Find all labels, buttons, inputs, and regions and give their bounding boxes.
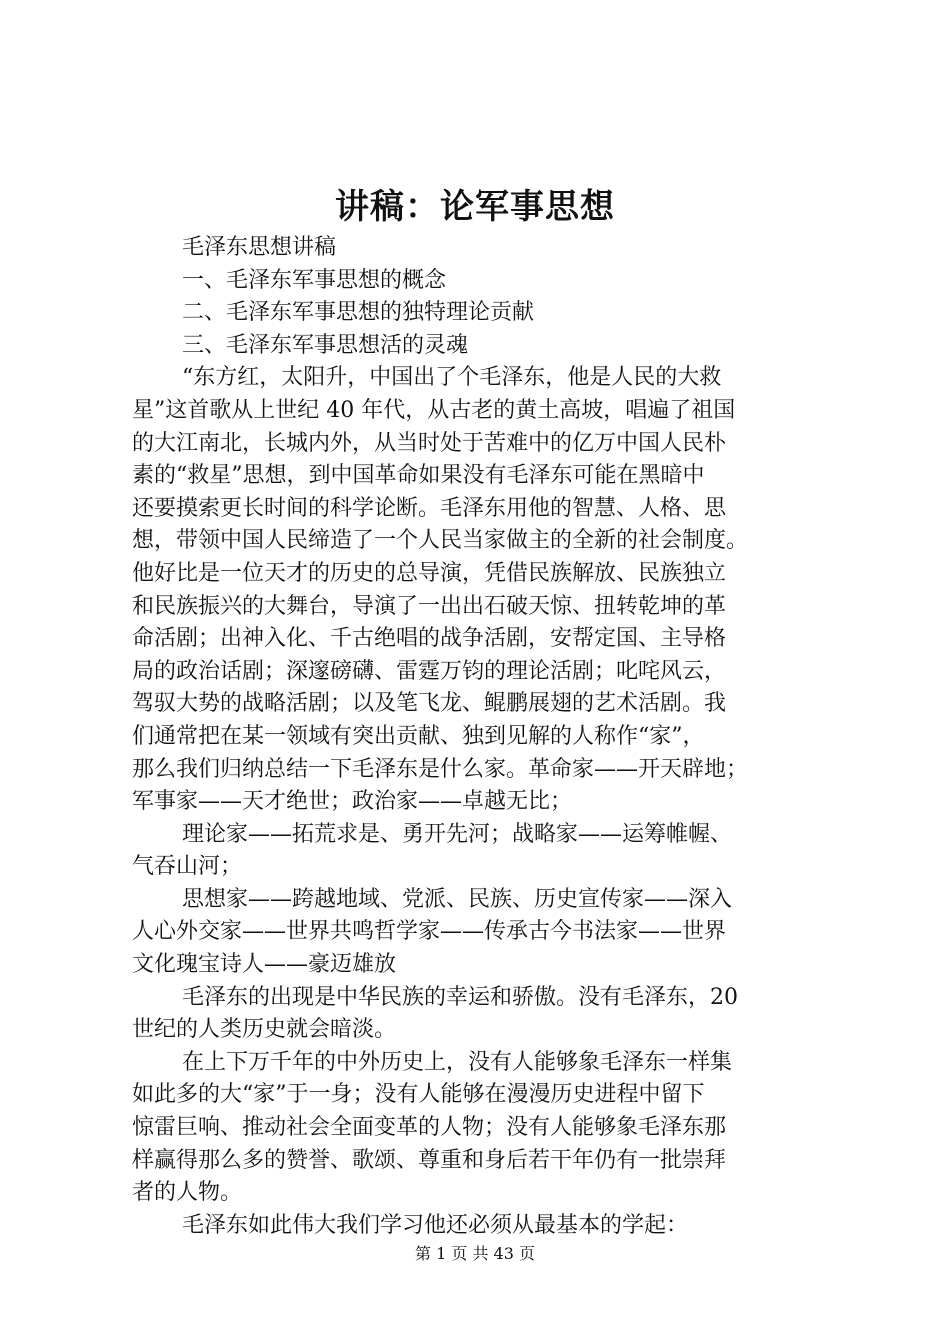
text-line: 想，带领中国人民缔造了一个人民当家做主的全新的社会制度。 xyxy=(132,528,749,554)
page-footer: 第 1 页 共 43 页 xyxy=(415,1244,535,1263)
text-line: 文化瑰宝诗人——豪迈雄放 xyxy=(132,952,397,978)
text-line: 局的政治话剧；深邃磅礴、雷霆万钧的理论活剧；叱咤风云， xyxy=(132,658,727,684)
text-line: 毛泽东如此伟大我们学习他还必须从最基本的学起： xyxy=(182,1212,689,1238)
text-line: 如此多的大“家”于一身；没有人能够在漫漫历史进程中留下 xyxy=(132,1082,705,1108)
text-line: 军事家——天才绝世；政治家——卓越无比； xyxy=(132,789,573,815)
text-line: 驾驭大势的战略活剧；以及笔飞龙、鲲鹏展翅的艺术活剧。我 xyxy=(132,691,727,717)
text-line: 他好比是一位天才的历史的总导演，凭借民族解放、民族独立 xyxy=(132,560,727,586)
text-line: 和民族振兴的大舞台，导演了一出出石破天惊、扭转乾坤的革 xyxy=(132,593,727,619)
text-line: 们通常把在某一领域有突出贡献、独到见解的人称作“家”， xyxy=(132,723,705,749)
text-line: 命活剧；出神入化、千古绝唱的战争活剧，安帮定国、主导格 xyxy=(132,626,727,652)
text-line: “东方红，太阳升，中国出了个毛泽东，他是人民的大救 xyxy=(182,365,722,391)
text-line: 二、毛泽东军事思想的独特理论贡献 xyxy=(182,300,535,326)
text-line: 惊雷巨响、推动社会全面变革的人物；没有人能够象毛泽东那 xyxy=(132,1115,727,1141)
text-line: 一、毛泽东军事思想的概念 xyxy=(182,267,447,293)
text-line: 者的人物。 xyxy=(132,1180,243,1206)
document-body xyxy=(132,232,832,1242)
text-line: 还要摸索更长时间的科学论断。毛泽东用他的智慧、人格、思 xyxy=(132,495,727,521)
text-line: 的大江南北，长城内外，从当时处于苦难中的亿万中国人民朴 xyxy=(132,430,727,456)
text-line: 人心外交家——世界共鸣哲学家——传承古今书法家——世界 xyxy=(132,919,727,945)
text-line: 世纪的人类历史就会暗淡。 xyxy=(132,1017,397,1043)
text-line: 那么我们归纳总结一下毛泽东是什么家。革命家——开天辟地； xyxy=(132,756,749,782)
text-line: 理论家——拓荒求是、勇开先河；战略家——运筹帷幄、 xyxy=(182,821,733,847)
text-line: 毛泽东思想讲稿 xyxy=(182,235,337,260)
text-line: 星”这首歌从上世纪 40 年代，从古老的黄土高坡，唱遍了祖国 xyxy=(132,397,736,423)
text-line: 样赢得那么多的赞誉、歌颂、尊重和身后若干年仍有一批崇拜 xyxy=(132,1147,727,1173)
text-line: 思想家——跨越地域、党派、民族、历史宣传家——深入 xyxy=(182,886,733,912)
text-line: 三、毛泽东军事思想活的灵魂 xyxy=(182,332,469,358)
document-title: 讲稿：论军事思想 xyxy=(335,187,615,227)
text-line: 素的“救星”思想，到中国革命如果没有毛泽东可能在黑暗中 xyxy=(132,463,705,489)
text-line: 气吞山河； xyxy=(132,854,243,880)
text-line: 毛泽东的出现是中华民族的幸运和骄傲。没有毛泽东，20 xyxy=(182,984,738,1010)
text-line: 在上下万千年的中外历史上，没有人能够象毛泽东一样集 xyxy=(182,1049,733,1075)
